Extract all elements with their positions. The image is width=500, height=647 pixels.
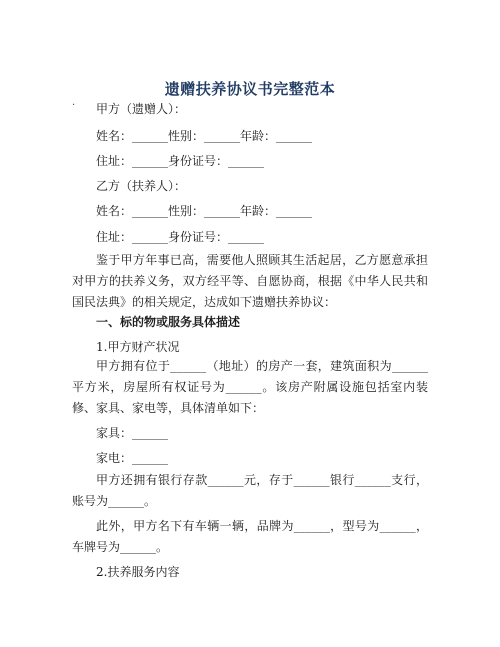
section-heading: 一、标的物或服务具体描述 [96,315,241,329]
bank-paragraph: 甲方还拥有银行存款______元，存于______银行______支行，账号为______。 [72,473,428,508]
party-b-info: 姓名：______性别：______年龄：______ [96,204,313,218]
party-b-address: 住址：______身份证号：______ [96,230,265,244]
party-b-label: 乙方（扶养人）： [96,179,187,193]
item-2-title: 2.扶养服务内容 [96,565,180,579]
appliances-line: 家电：______ [96,451,169,465]
party-a-info: 姓名：______性别：______年龄：______ [96,129,313,143]
vehicle-paragraph: 此外，甲方名下有车辆一辆，品牌为______，型号为______，车牌号为______。 [72,519,428,554]
intro-paragraph: 鉴于甲方年事已高，需要他人照顾其生活起居，乙方愿意承担对甲方的扶养义务，双方经平等、自愿协商，根据《中华人民共和国民法典》的相关规定，达成如下遗赠扶养协议： [72,253,428,309]
bullet-mark: · [72,100,76,111]
document-title: 遗赠扶养协议书完整范本 [164,80,336,98]
party-a-address: 住址：______身份证号：______ [96,154,265,168]
property-paragraph: 甲方拥有位于______（地址）的房产一套，建筑面积为______平方米，房屋所有权证号为______。该房产附属设施包括室内装修、家具、家电等，具体清单如下： [72,359,428,415]
item-1-title: 1.甲方财产状况 [96,340,180,354]
furniture-line: 家具：______ [96,426,169,440]
party-a-label: 甲方（遗赠人）： [96,102,187,116]
